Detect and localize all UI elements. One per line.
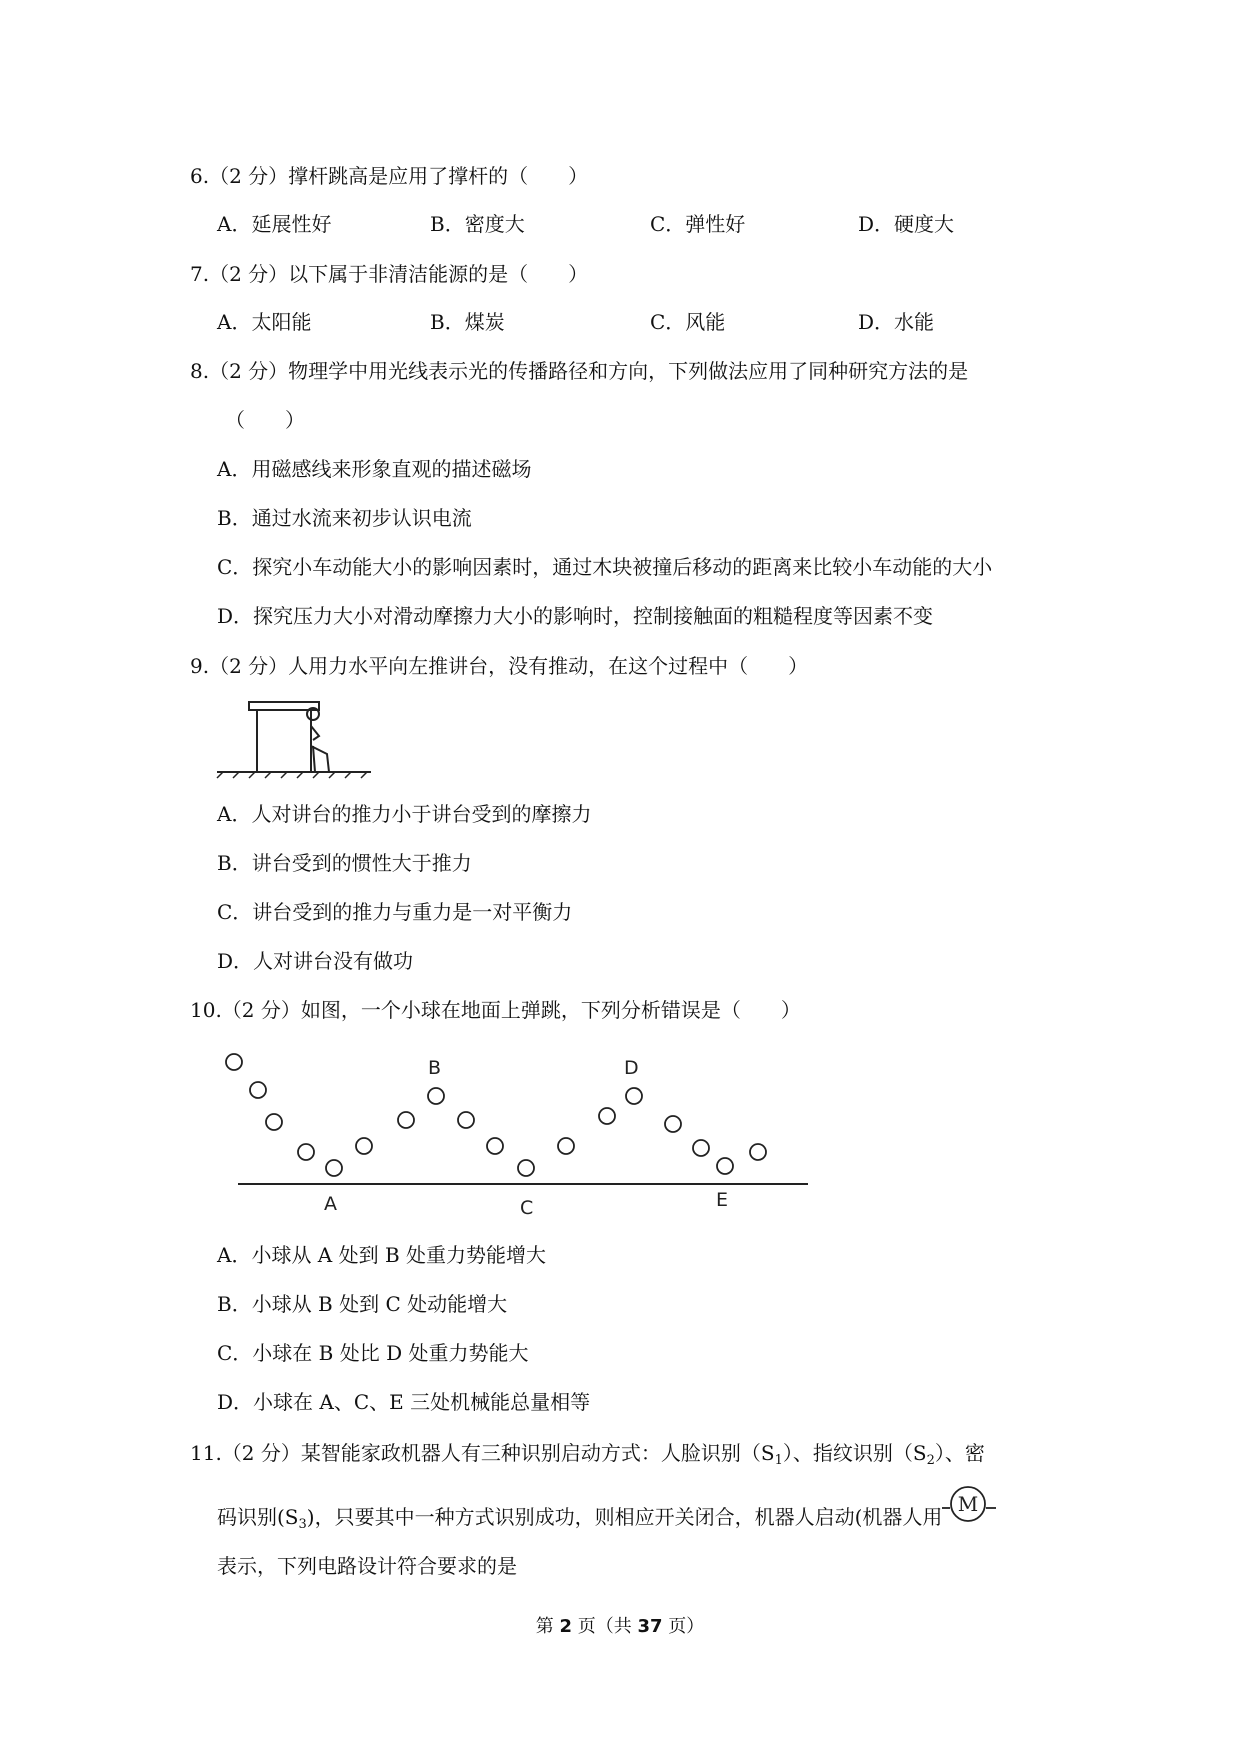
- ball-positions: [226, 1054, 766, 1176]
- q6-option-c: C．弹性好: [650, 212, 746, 236]
- q10-option-c: C．小球在 B 处比 D 处重力势能大: [217, 1341, 529, 1365]
- q6-option-d: D．硬度大: [858, 212, 955, 236]
- label-c: C: [520, 1197, 534, 1219]
- q8-option-b: B．通过水流来初步认识电流: [217, 506, 472, 530]
- q7-option-b: B．煤炭: [430, 310, 505, 334]
- q8-option-c: C．探究小车动能大小的影响因素时，通过木块被撞后移动的距离来比较小车动能的大小: [217, 555, 993, 579]
- footer-prefix: 第: [535, 1616, 560, 1637]
- motor-symbol-icon: [942, 1484, 1000, 1528]
- q7-option-d: D．水能: [858, 310, 935, 334]
- page-footer: [0, 1612, 1240, 1638]
- q11-stem-line1: [190, 1439, 985, 1475]
- q10-option-d: D．小球在 A、C、E 三处机械能总量相等: [217, 1390, 591, 1414]
- footer-total-pages: 37: [637, 1616, 663, 1637]
- q10-stem: 10.（2 分）如图，一个小球在地面上弹跳，下列分析错误是（ ）: [190, 998, 801, 1022]
- q8-stem: 8.（2 分）物理学中用光线表示光的传播路径和方向，下列做法应用了同种研究方法的是: [190, 359, 969, 383]
- q8-option-a: A．用磁感线来形象直观的描述磁场: [217, 457, 532, 481]
- person-arm: [311, 726, 319, 740]
- q9-figure-person-pushing-desk: [215, 700, 375, 780]
- q8-option-d: D．探究压力大小对滑动摩擦力大小的影响时，控制接触面的粗糙程度等因素不变: [217, 604, 934, 628]
- q6-option-b: B．密度大: [430, 212, 525, 236]
- q11-sub-2: 2: [926, 1453, 935, 1468]
- q9-option-a: A．人对讲台的推力小于讲台受到的摩擦力: [217, 802, 592, 826]
- motor-label: M: [958, 1491, 979, 1516]
- q11-text-4: 码识别(S: [217, 1505, 299, 1529]
- desk-body: [257, 710, 311, 772]
- footer-middle: 页（共: [572, 1616, 638, 1637]
- q9-option-c: C．讲台受到的推力与重力是一对平衡力: [217, 900, 573, 924]
- footer-page-number: 2: [559, 1616, 572, 1637]
- q6-stem: 6.（2 分）撑杆跳高是应用了撑杆的（ ）: [190, 164, 589, 188]
- label-a: A: [324, 1193, 337, 1215]
- q10-figure-bouncing-ball: [220, 1040, 820, 1220]
- q11-text-3: ）、密: [934, 1441, 985, 1465]
- q7-option-c: C．风能: [650, 310, 726, 334]
- footer-suffix: 页）: [662, 1616, 705, 1637]
- q7-option-a: A．太阳能: [217, 310, 312, 334]
- q11-stem-line3: 表示，下列电路设计符合要求的是: [217, 1554, 517, 1578]
- label-d: D: [624, 1057, 639, 1079]
- q11-sub-1: 1: [774, 1453, 783, 1468]
- q11-stem-line2: [217, 1491, 1000, 1539]
- q10-option-a: A．小球从 A 处到 B 处重力势能增大: [217, 1243, 547, 1267]
- q11-text-2: ）、指纹识别（S: [782, 1441, 927, 1465]
- q8-stem-cont: （ ）: [225, 408, 305, 432]
- q9-option-b: B．讲台受到的惯性大于推力: [217, 851, 472, 875]
- q11-text-1: 11.（2 分）某智能家政机器人有三种识别启动方式：人脸识别（S: [190, 1441, 775, 1465]
- q9-stem: 9.（2 分）人用力水平向左推讲台，没有推动，在这个过程中（ ）: [190, 654, 809, 678]
- label-e: E: [716, 1189, 729, 1211]
- label-b: B: [428, 1057, 442, 1079]
- q11-text-5: )，只要其中一种方式识别成功，则相应开关闭合，机器人启动(机器人用: [306, 1505, 943, 1529]
- q10-option-b: B．小球从 B 处到 C 处动能增大: [217, 1292, 508, 1316]
- q11-sub-3: 3: [298, 1517, 307, 1532]
- q7-stem: 7.（2 分）以下属于非清洁能源的是（ ）: [190, 262, 589, 286]
- q6-option-a: A．延展性好: [217, 212, 332, 236]
- q9-option-d: D．人对讲台没有做功: [217, 949, 414, 973]
